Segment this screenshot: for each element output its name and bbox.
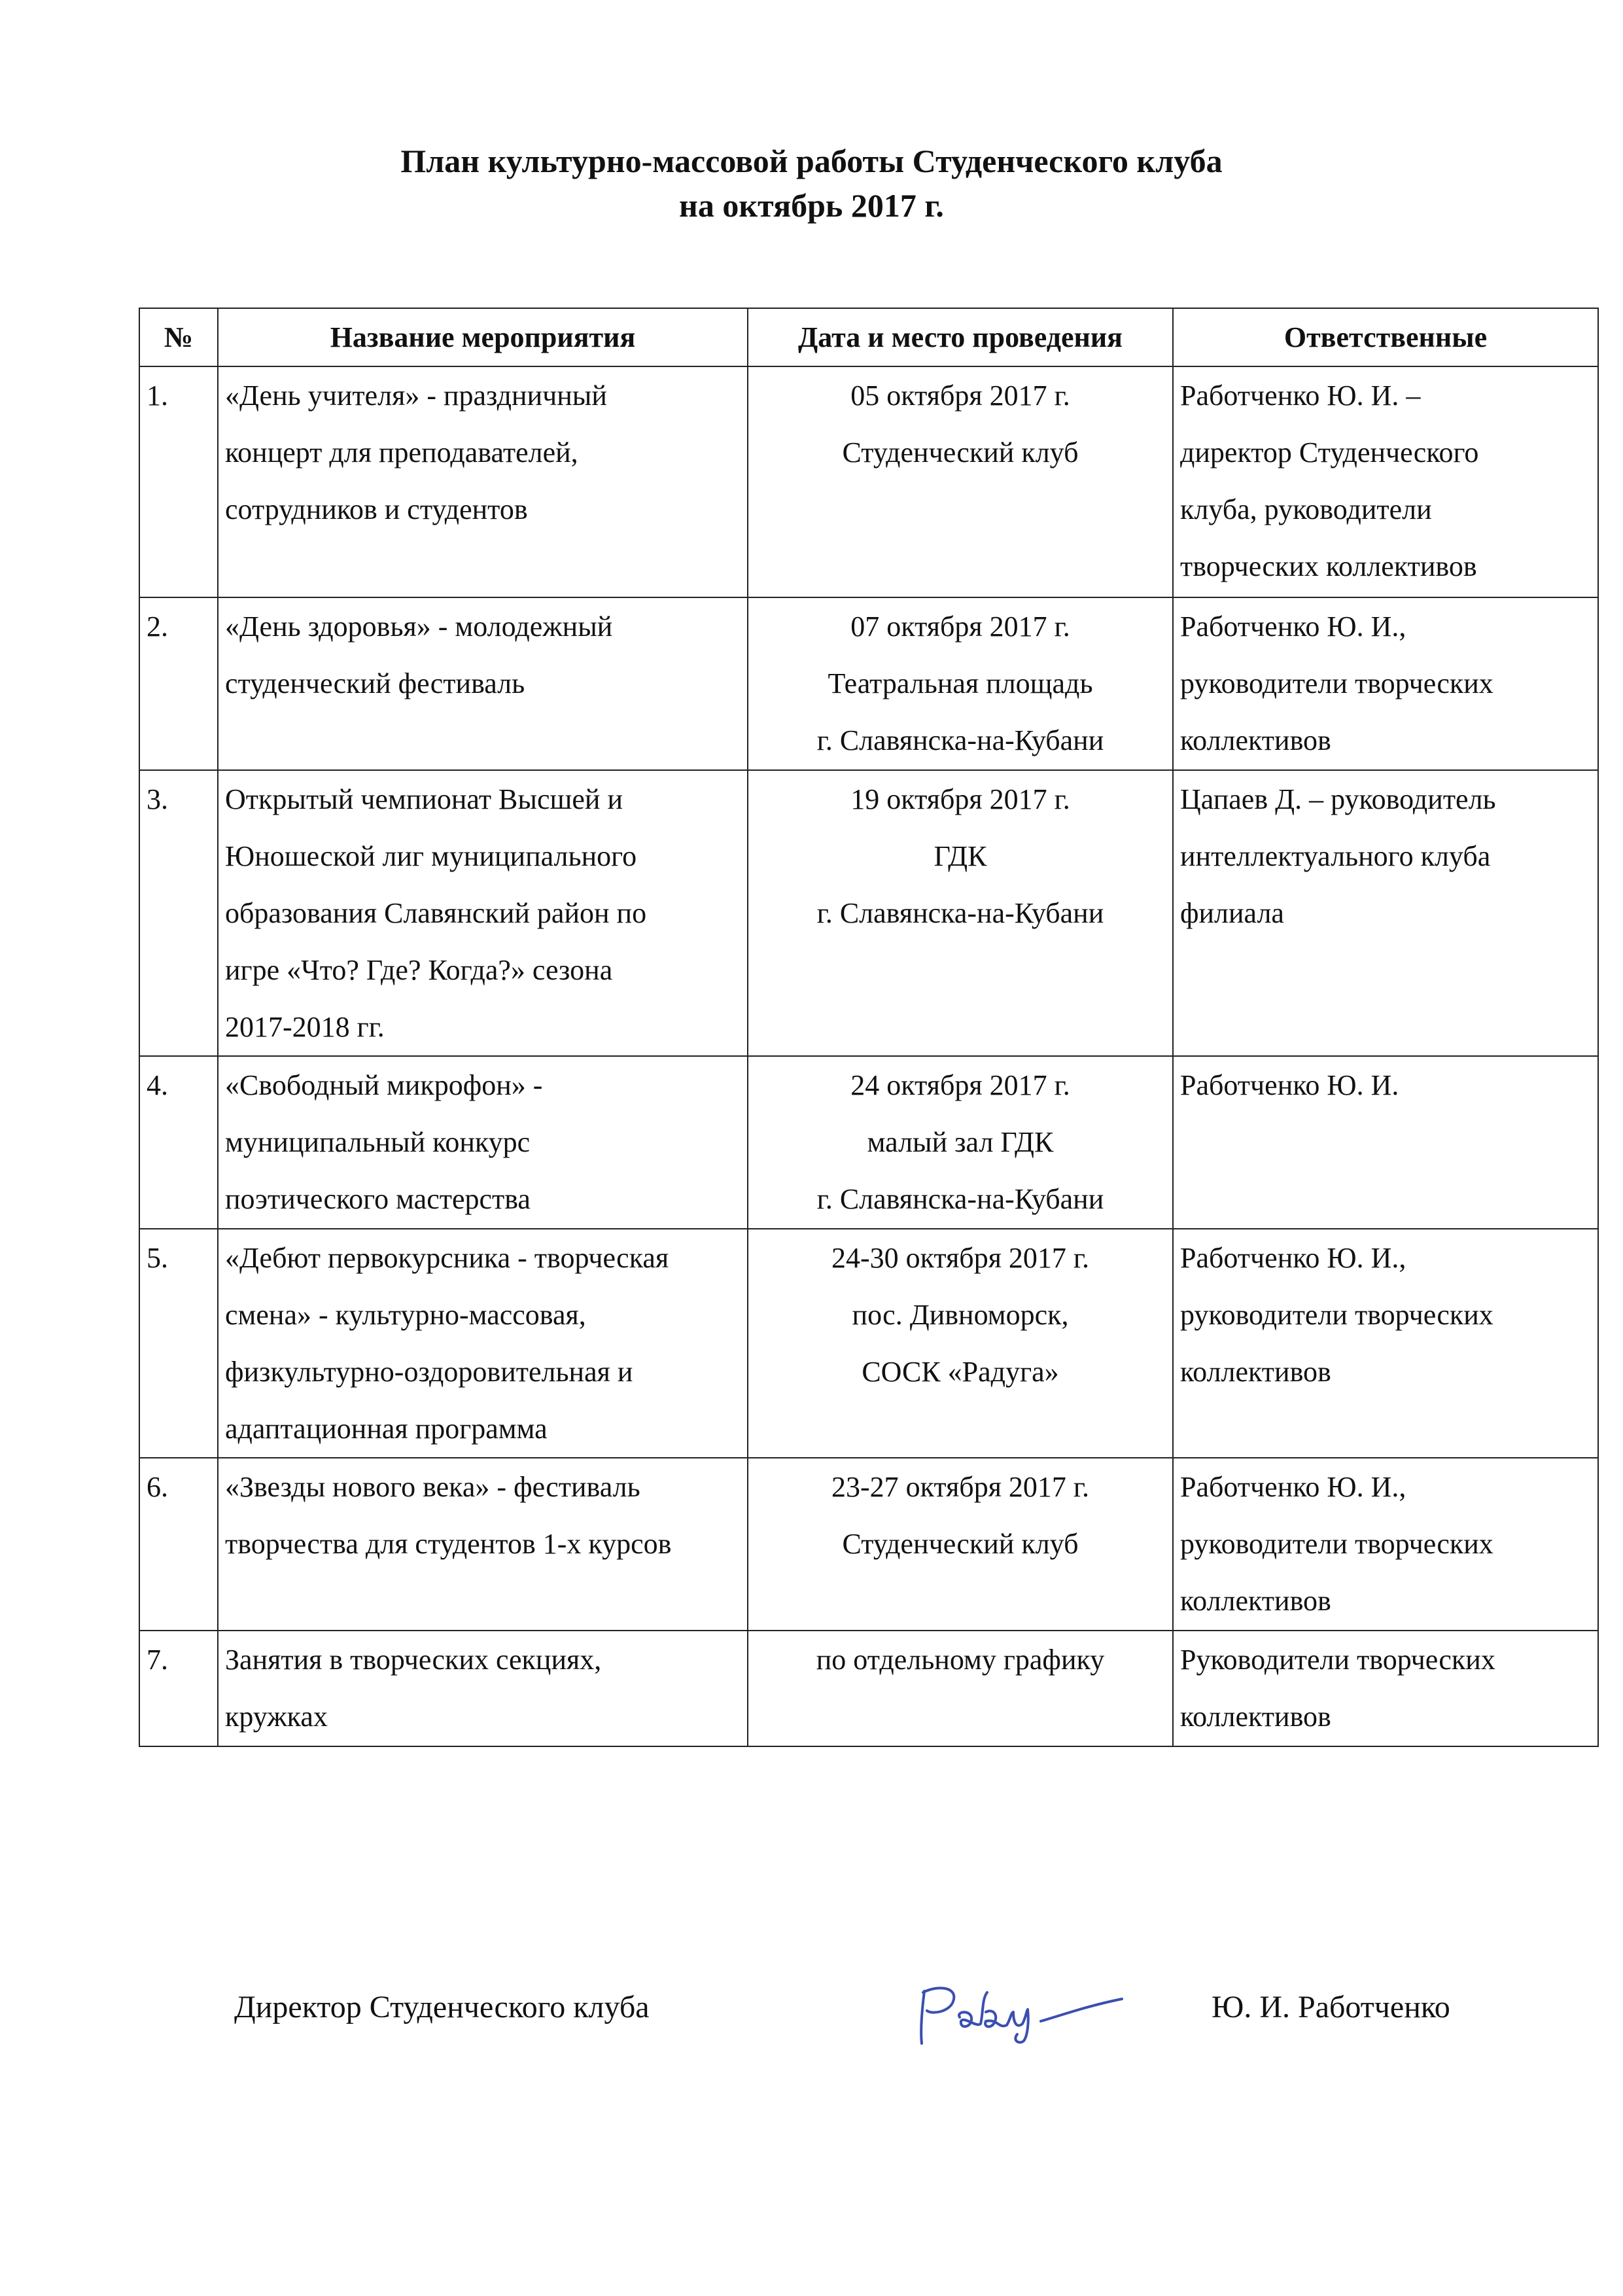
responsible-line: Цапаев Д. – руководитель xyxy=(1180,783,1496,815)
event-name-line: образования Славянский район по xyxy=(225,897,647,929)
responsible-line: директор Студенческого xyxy=(1180,436,1479,468)
event-name-line: кружках xyxy=(225,1701,328,1733)
signer-title: Директор Студенческого клуба xyxy=(234,1990,650,2024)
event-name-line: концерт для преподавателей, xyxy=(225,436,578,468)
event-name-line: поэтического мастерства xyxy=(225,1183,531,1215)
event-name-line: «Звезды нового века» - фестиваль xyxy=(225,1471,640,1503)
date-place-line: г. Славянска-на-Кубани xyxy=(816,897,1104,929)
responsible-line: Работченко Ю. И., xyxy=(1180,1242,1406,1274)
responsible-line: Работченко Ю. И., xyxy=(1180,610,1406,643)
title-line-2: на октябрь 2017 г. xyxy=(679,187,944,224)
table-row xyxy=(139,1631,1598,1746)
row-number: 5. xyxy=(139,1229,218,1458)
event-name-cell xyxy=(218,770,748,1056)
document-title xyxy=(0,139,1623,228)
row-number: 2. xyxy=(139,597,218,770)
event-name-line: физкультурно-оздоровительная и xyxy=(225,1356,633,1388)
event-name-line: «Дебют первокурсника - творческая xyxy=(225,1242,669,1274)
responsible-line: руководители творческих xyxy=(1180,1528,1493,1560)
responsible-line: филиала xyxy=(1180,897,1284,929)
handwritten-signature xyxy=(913,1973,1128,2051)
date-place-line: пос. Дивноморск, xyxy=(852,1299,1069,1331)
date-place-cell xyxy=(748,1458,1173,1631)
date-place-line: 07 октября 2017 г. xyxy=(850,610,1070,643)
row-number: 6. xyxy=(139,1458,218,1631)
responsible-line: Работченко Ю. И. xyxy=(1180,1069,1399,1101)
responsible-cell xyxy=(1173,1229,1598,1458)
date-place-line: ГДК xyxy=(934,840,987,872)
event-name-line: адаптационная программа xyxy=(225,1413,548,1445)
responsible-line: Работченко Ю. И., xyxy=(1180,1471,1406,1503)
event-name-cell xyxy=(218,597,748,770)
date-place-line: Театральная площадь xyxy=(828,667,1093,699)
date-place-cell xyxy=(748,770,1173,1056)
event-name-line: «Свободный микрофон» - xyxy=(225,1069,543,1101)
event-name-line: «День учителя» - праздничный xyxy=(225,380,607,412)
responsible-line: коллективов xyxy=(1180,1356,1331,1388)
date-place-line: г. Славянска-на-Кубани xyxy=(816,1183,1104,1215)
responsible-line: руководители творческих xyxy=(1180,1299,1493,1331)
event-name-line: игре «Что? Где? Когда?» сезона xyxy=(225,954,613,986)
date-place-line: СОСК «Радуга» xyxy=(862,1356,1059,1388)
date-place-cell xyxy=(748,1229,1173,1458)
event-name-line: смена» - культурно-массовая, xyxy=(225,1299,586,1331)
responsible-cell xyxy=(1173,770,1598,1056)
signer-name: Ю. И. Работченко xyxy=(1212,1990,1450,2024)
date-place-cell xyxy=(748,597,1173,770)
title-line-1: План культурно-массовой работы Студенческого клуба xyxy=(400,143,1223,179)
responsible-cell xyxy=(1173,1631,1598,1746)
responsible-line: коллективов xyxy=(1180,1701,1331,1733)
table-row xyxy=(139,597,1598,770)
event-name-line: Открытый чемпионат Высшей и xyxy=(225,783,623,815)
responsible-line: Руководители творческих xyxy=(1180,1644,1495,1676)
date-place-line: Студенческий клуб xyxy=(842,1528,1079,1560)
event-name-line: Юношеской лиг муниципального xyxy=(225,840,637,872)
header-event-name: Название мероприятия xyxy=(218,308,748,366)
date-place-line: по отдельному графику xyxy=(816,1644,1105,1676)
responsible-cell xyxy=(1173,597,1598,770)
date-place-line: 19 октября 2017 г. xyxy=(850,783,1070,815)
date-place-line: 24 октября 2017 г. xyxy=(850,1069,1070,1101)
date-place-cell xyxy=(748,366,1173,597)
responsible-line: коллективов xyxy=(1180,1585,1331,1617)
date-place-line: 05 октября 2017 г. xyxy=(850,380,1070,412)
date-place-line: малый зал ГДК xyxy=(867,1126,1054,1158)
table-header-row xyxy=(139,308,1598,366)
responsible-line: коллективов xyxy=(1180,724,1331,756)
event-name-cell xyxy=(218,1229,748,1458)
event-name-line: студенческий фестиваль xyxy=(225,667,525,699)
event-name-cell xyxy=(218,1631,748,1746)
event-name-cell xyxy=(218,1458,748,1631)
responsible-line: клуба, руководители xyxy=(1180,493,1432,525)
table-row xyxy=(139,1458,1598,1631)
responsible-line: интеллектуального клуба xyxy=(1180,840,1491,872)
responsible-cell xyxy=(1173,366,1598,597)
responsible-cell xyxy=(1173,1056,1598,1229)
event-name-cell xyxy=(218,1056,748,1229)
date-place-line: Студенческий клуб xyxy=(842,436,1079,468)
header-number: № xyxy=(139,308,218,366)
date-place-line: 23-27 октября 2017 г. xyxy=(831,1471,1090,1503)
event-name-line: творчества для студентов 1-х курсов xyxy=(225,1528,672,1560)
row-number: 7. xyxy=(139,1631,218,1746)
event-name-line: Занятия в творческих секциях, xyxy=(225,1644,602,1676)
event-name-line: муниципальный конкурс xyxy=(225,1126,531,1158)
date-place-cell xyxy=(748,1631,1173,1746)
date-place-cell xyxy=(748,1056,1173,1229)
table-row xyxy=(139,770,1598,1056)
table-row xyxy=(139,1056,1598,1229)
responsible-line: руководители творческих xyxy=(1180,667,1493,699)
events-plan-table xyxy=(139,308,1599,1747)
event-name-line: сотрудников и студентов xyxy=(225,493,528,525)
table-row xyxy=(139,1229,1598,1458)
table-row xyxy=(139,366,1598,597)
responsible-line: творческих коллективов xyxy=(1180,550,1477,582)
responsible-cell xyxy=(1173,1458,1598,1631)
event-name-line: 2017-2018 гг. xyxy=(225,1011,385,1043)
date-place-line: 24-30 октября 2017 г. xyxy=(831,1242,1090,1274)
header-date-place: Дата и место проведения xyxy=(748,308,1173,366)
event-name-line: «День здоровья» - молодежный xyxy=(225,610,613,643)
header-responsible: Ответственные xyxy=(1173,308,1598,366)
date-place-line: г. Славянска-на-Кубани xyxy=(816,724,1104,756)
event-name-cell xyxy=(218,366,748,597)
responsible-line: Работченко Ю. И. – xyxy=(1180,380,1421,412)
row-number: 4. xyxy=(139,1056,218,1229)
row-number: 1. xyxy=(139,366,218,597)
row-number: 3. xyxy=(139,770,218,1056)
